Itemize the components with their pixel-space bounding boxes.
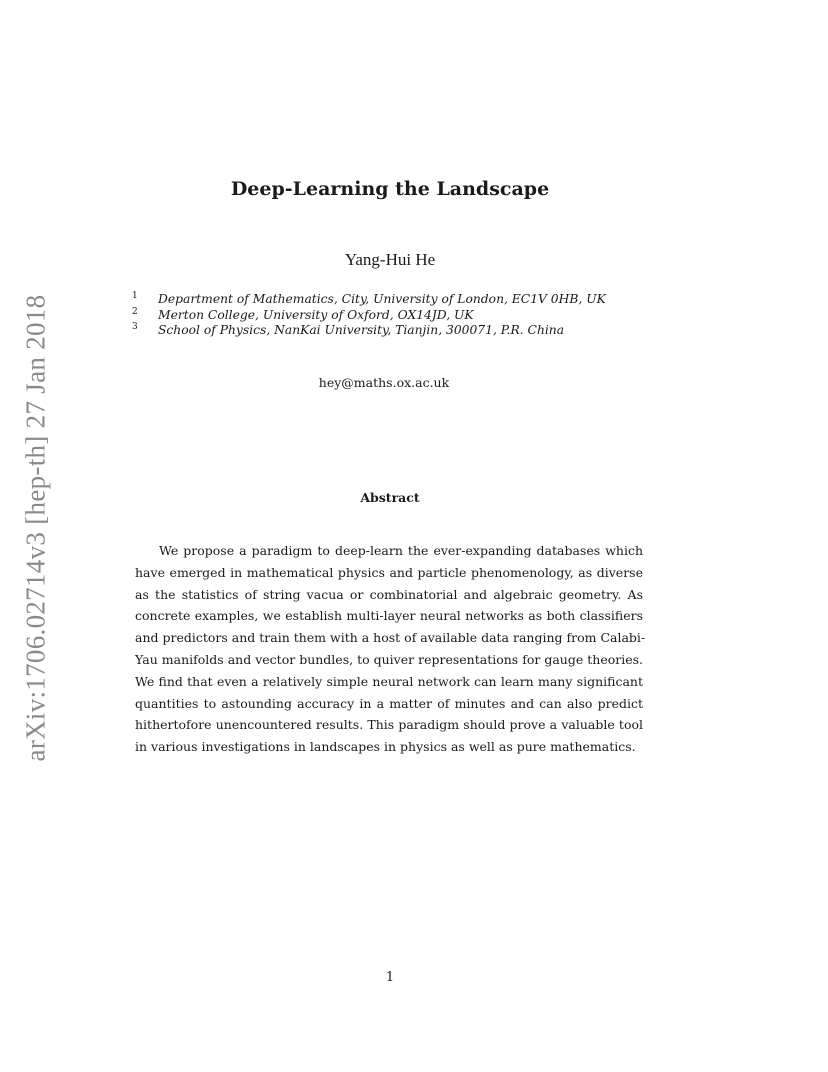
abstract-line: have emerged in mathematical physics and particle phenomenology, as diverse <box>135 564 643 580</box>
abstract-line: as the statistics of string vacua or combinatorial and algebraic geometry. As <box>135 586 643 602</box>
abstract-body <box>135 540 646 758</box>
affiliation-item <box>132 323 606 339</box>
abstract-heading: Abstract <box>360 490 420 505</box>
arxiv-stamp: arXiv:1706.02714v3 [hep-th] 27 Jan 2018 <box>20 294 51 762</box>
abstract-line: concrete examples, we establish multi-layer neural networks as both classifiers <box>135 608 643 624</box>
abstract-line: Yau manifolds and vector bundles, to quiver representations for gauge theories. <box>135 651 643 667</box>
abstract-line: We propose a paradigm to deep-learn the ever-expanding databases which <box>159 543 643 558</box>
affiliation-number: 3 <box>132 322 138 332</box>
affiliation-text: School of Physics, NanKai University, Tianjin, 300071, P.R. China <box>158 323 565 337</box>
abstract-line: and predictors and train them with a host of available data ranging from Calabi- <box>135 630 646 646</box>
affiliation-text: Merton College, University of Oxford, OX14JD, UK <box>158 307 474 322</box>
affiliation-number: 2 <box>132 306 138 317</box>
abstract-line: We find that even a relatively simple neural network can learn many significant <box>135 673 643 689</box>
page-number: 1 <box>385 970 395 985</box>
affiliation-item <box>132 292 606 308</box>
paper-title: Deep-Learning the Landscape <box>230 178 550 200</box>
abstract-line: quantities to astounding accuracy in a matter of minutes and can also predict <box>135 695 643 711</box>
author-name: Yang-Hui He <box>344 250 436 269</box>
author-email[interactable]: hey@maths.ox.ac.uk <box>318 375 450 390</box>
affiliations-list <box>132 292 606 339</box>
affiliation-item <box>132 308 606 324</box>
abstract-line: in various investigations in landscapes in physics as well as pure mathematics. <box>135 739 636 755</box>
abstract-line: hithertofore unencountered results. This paradigm should prove a valuable tool <box>135 717 643 733</box>
affiliation-text: Department of Mathematics, City, University of London, EC1V 0HB, UK <box>158 292 606 306</box>
affiliation-number: 1 <box>132 291 138 301</box>
